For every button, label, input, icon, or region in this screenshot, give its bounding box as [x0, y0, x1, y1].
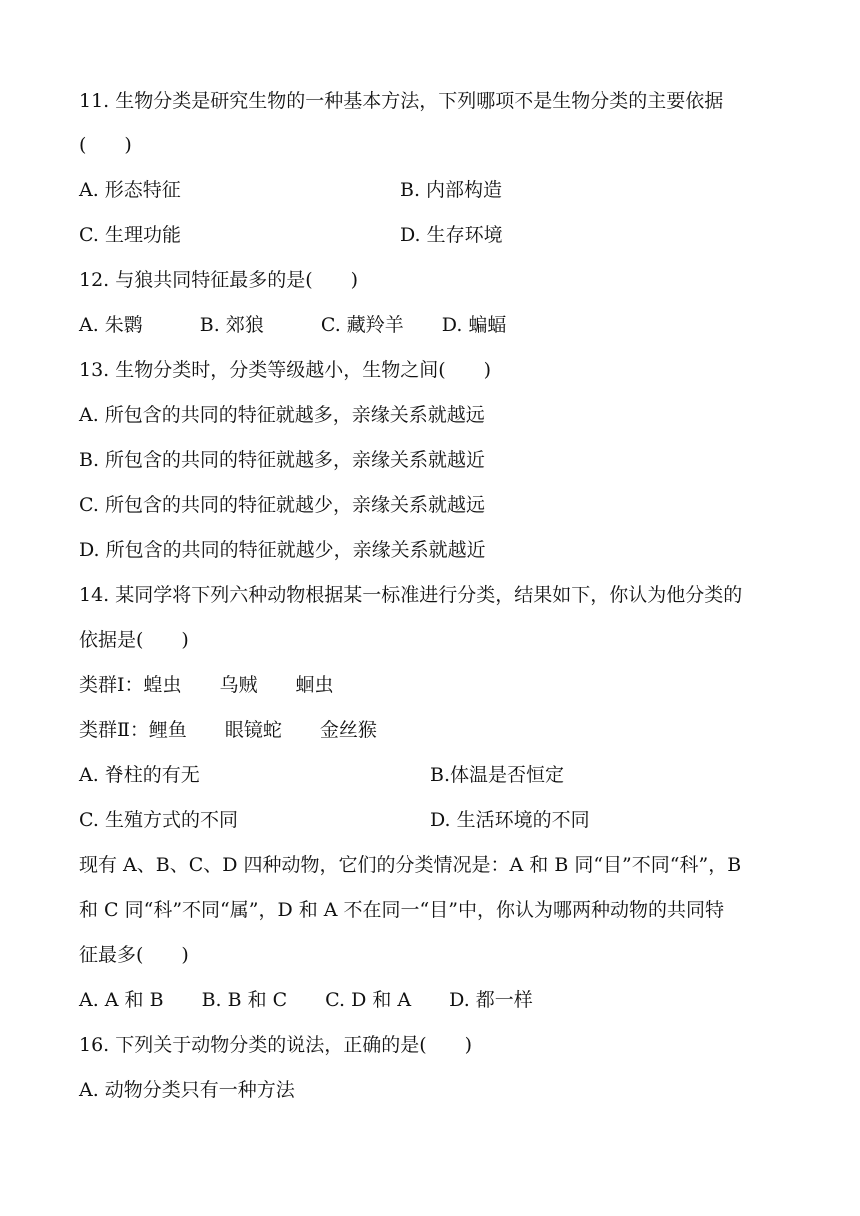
q11-option-a: A. 形态特征: [79, 179, 181, 201]
q14-group-2: 类群Ⅱ：鲤鱼 眼镜蛇 金丝猴: [79, 719, 377, 741]
q14-stem-line2: 依据是( ): [79, 629, 189, 651]
q13-option-a: A. 所包含的共同的特征就越多，亲缘关系就越远: [79, 404, 485, 426]
q11-stem-line1: 11. 生物分类是研究生物的一种基本方法，下列哪项不是生物分类的主要依据: [79, 90, 724, 112]
q16-option-a: A. 动物分类只有一种方法: [79, 1079, 295, 1101]
q14-option-a: A. 脊柱的有无: [79, 764, 200, 786]
q14-option-c: C. 生殖方式的不同: [79, 809, 238, 831]
q15-stem-line1: 现有 A、B、C、D 四种动物，它们的分类情况是：A 和 B 同“目”不同“科”，B: [79, 854, 742, 876]
q14-group-1: 类群Ⅰ：蝗虫 乌贼 蛔虫: [79, 674, 334, 696]
q16-stem: 16. 下列关于动物分类的说法，正确的是( ): [79, 1034, 473, 1056]
q15-options: A. A 和 B B. B 和 C C. D 和 A D. 都一样: [79, 989, 533, 1011]
q12-options: A. 朱鹮 B. 郊狼 C. 藏羚羊 D. 蝙蝠: [79, 314, 507, 336]
q11-option-b: B. 内部构造: [400, 179, 503, 201]
q12-stem: 12. 与狼共同特征最多的是( ): [79, 269, 359, 291]
q14-option-d: D. 生活环境的不同: [430, 809, 590, 831]
q11-option-c: C. 生理功能: [79, 224, 181, 246]
q13-option-d: D. 所包含的共同的特征就越少，亲缘关系就越近: [79, 539, 486, 561]
q13-stem: 13. 生物分类时，分类等级越小，生物之间( ): [79, 359, 492, 381]
q15-stem-line2: 和 C 同“科”不同“属”，D 和 A 不在同一“目”中，你认为哪两种动物的共同特: [79, 899, 724, 921]
q11-option-d: D. 生存环境: [400, 224, 503, 246]
q13-option-c: C. 所包含的共同的特征就越少，亲缘关系就越远: [79, 494, 485, 516]
q13-option-b: B. 所包含的共同的特征就越多，亲缘关系就越近: [79, 449, 486, 471]
q14-option-b: B.体温是否恒定: [430, 764, 565, 786]
q11-stem-line2: ( ): [79, 134, 132, 156]
q15-stem-line3: 征最多( ): [79, 944, 189, 966]
q14-stem-line1: 14. 某同学将下列六种动物根据某一标准进行分类，结果如下，你认为他分类的: [79, 584, 743, 606]
